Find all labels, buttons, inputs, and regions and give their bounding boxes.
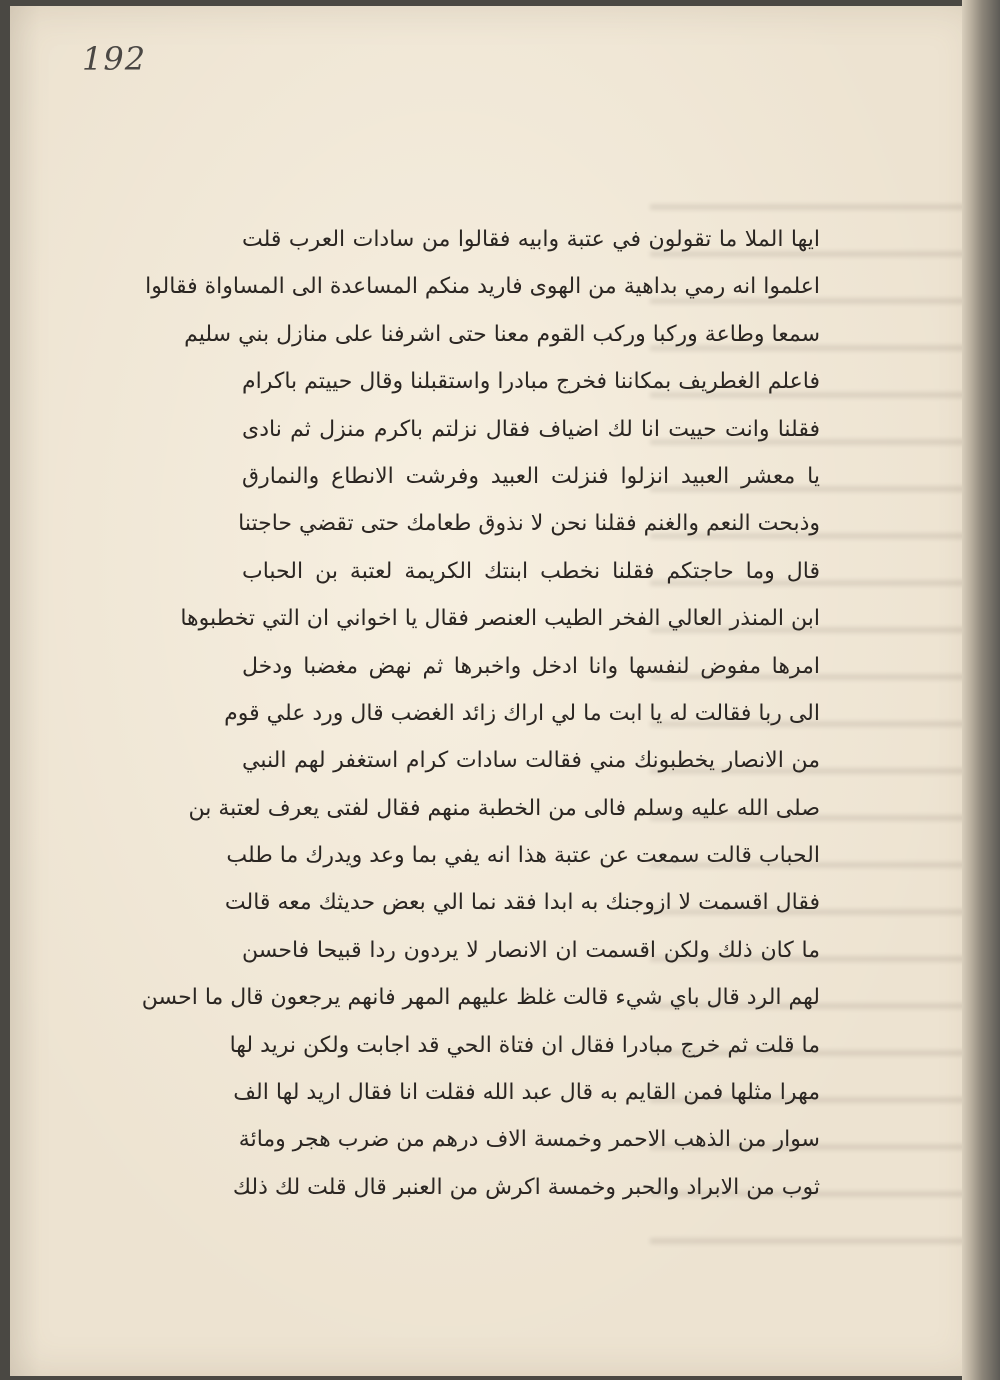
text-line: ابن المنذر العالي الفخر الطيب العنصر فقال يا اخواني ان التي تخطبوها [180, 606, 820, 632]
text-line: قال وما حاجتكم فقلنا نخطب ابنتك الكريمة لعتبة بن الحباب [242, 558, 820, 584]
text-line: لهم الرد قال باي شيء قالت غلظ عليهم المهر فانهم يرجعون قال ما احسن [141, 985, 820, 1011]
text-line: امرها مفوض لنفسها وانا ادخل واخبرها ثم نهض مغضبا ودخل [242, 653, 820, 679]
text-line: من الانصار يخطبونك مني فقالت سادات كرام استغفر لهم النبي [242, 748, 820, 774]
text-line: الى ربا فقالت له يا ابت ما لي اراك زائد الغضب قال ورد علي قوم [224, 700, 820, 726]
text-line: ما كان ذلك ولكن اقسمت ان الانصار لا يردون ردا قبيحا فاحسن [242, 937, 820, 963]
text-line: سوار من الذهب الاحمر وخمسة الاف درهم من ضرب هجر ومائة [238, 1127, 820, 1153]
text-line: وذبحت النعم والغنم فقلنا نحن لا نذوق طعامك حتى تقضي حاجتنا [238, 511, 820, 537]
text-line: مهرا مثلها فمن القايم به قال عبد الله فقلت انا فقال اريد لها الف [233, 1080, 820, 1106]
text-line: اعلموا انه رمي بداهية من الهوى فاريد منكم المساعدة الى المساواة فقالوا [145, 274, 820, 300]
text-line: الحباب قالت سمعت عن عتبة هذا انه يفي بما وعد ويدرك ما طلب [226, 843, 820, 869]
text-line: ايها الملا ما تقولون في عتبة وابيه فقالوا من سادات العرب قلت [242, 227, 820, 252]
arabic-text-block [141, 216, 820, 1211]
text-line: يا معشر العبيد انزلوا فنزلت العبيد وفرشت الانطاع والنمارق [242, 463, 820, 489]
text-line: ما قلت ثم خرج مبادرا فقال ان فتاة الحي قد اجابت ولكن نريد لها [229, 1032, 820, 1058]
text-line: ثوب من الابراد والحبر وخمسة اكرش من العنبر قال قلت لك ذلك [232, 1174, 820, 1200]
binding-gutter [962, 0, 1000, 1380]
manuscript-page [10, 6, 978, 1376]
text-line: فقلنا وانت حييت انا لك اضياف فقال نزلتم باكرم منزل ثم نادى [242, 416, 820, 442]
text-line: فقال اقسمت لا ازوجنك به ابدا فقد نما الي بعض حديثك معه قالت [224, 890, 820, 916]
text-line: فاعلم الغطريف بمكاننا فخرج مبادرا واستقبلنا وقال حييتم باكرام [242, 369, 820, 395]
text-line: صلى الله عليه وسلم فالى من الخطبة منهم فقال لفتى يعرف لعتبة بن [188, 795, 820, 821]
folio-number: 192 [82, 40, 147, 78]
text-line: سمعا وطاعة وركبا وركب القوم معنا حتى اشرفنا على منازل بني سليم [184, 321, 820, 347]
